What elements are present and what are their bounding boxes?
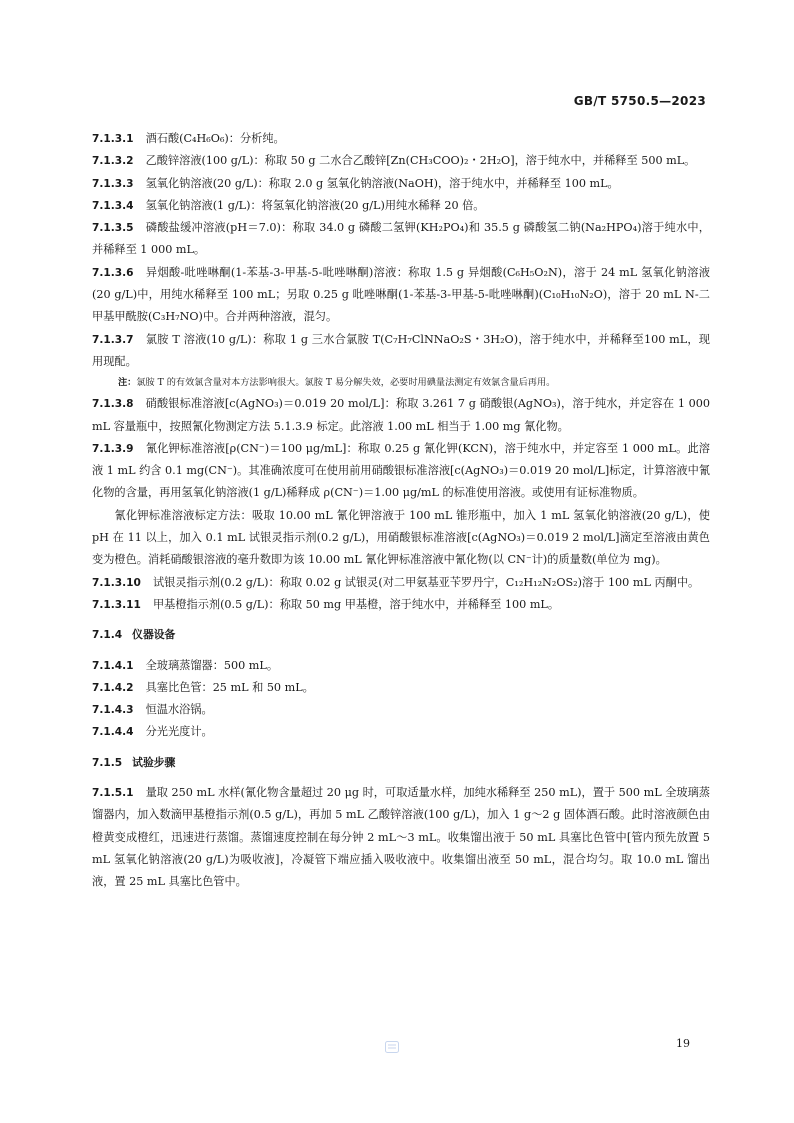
reagent-item: 7.1.3.6 异烟酸-吡唑啉酮(1-苯基-3-甲基-5-吡唑啉酮)溶液：称取 1.5 g 异烟酸(C₆H₅O₂N)，溶于 24 mL 氢氧化钠溶液(20 g/L)中，用纯水稀释至 100 mL；另取 0.25 g 吡唑啉酮(1-苯基-3-甲基-5-吡唑啉酮)(C₁₀H₁₀N₂O)，溶于 20 mL N-二甲基甲酰胺(C₃H₇NO)中。合并两种溶液，混匀。 (92, 265, 710, 324)
note (92, 373, 710, 393)
note-text: 氯胺 T 的有效氯含量对本方法影响很大。氯胺 T 易分解失效，必要时用碘量法测定有效氯含量后再用。 (136, 377, 556, 389)
step-item: 7.1.5.1 量取 250 mL 水样(氰化物含量超过 20 μg 时，可取适量水样，加纯水稀释至 250 mL)，置于 500 mL 全玻璃蒸馏器内，加入数滴甲基橙指示剂(0.5 g/L)，再加 5 mL 乙酸锌溶液(100 g/L)，加入 1 g～2 g 固体酒石酸。此时溶液颜色由橙黄变成橙红，迅速进行蒸馏。蒸馏速度控制在每分钟 2 mL～3 mL。收集馏出液于 50 mL 具塞比色管中[管内预先放置 5 mL 氢氧化钠溶液(20 g/L)为吸收液]，冷凝管下端应插入吸收液中。收集馏出液至 50 mL，混合均匀。取 10.0 mL 馏出液，置 25 mL 具塞比色管中。 (92, 786, 710, 889)
reagent-item: 7.1.3.8 硝酸银标准溶液[c(AgNO₃)＝0.019 20 mol/L]：称取 3.261 7 g 硝酸银(AgNO₃)，溶于纯水，并定容在 1 000 mL 容量瓶中，按照氰化物测定方法 5.1.3.9 标定。此溶液 1.00 mL 相当于 1.00 mg 氰化物。 (92, 397, 710, 433)
instrument-item: 7.1.4.1 全玻璃蒸馏器：500 mL。 (92, 658, 279, 672)
calibration-paragraph: 氰化钾标准溶液标定方法：吸取 10.00 mL 氰化钾溶液于 100 mL 锥形瓶中，加入 1 mL 氢氧化钠溶液(20 g/L)，使 pH 在 11 以上，加入 0.1 mL 试银灵指示剂(0.2 g/L)，用硝酸银标准溶液[c(AgNO₃)＝0.019 2 mol/L]滴定至溶液由黄色变为橙色。消耗硝酸银溶液的毫升数即为该 10.00 mL 氰化钾标准溶液中氰化物(以 CN⁻计)的质量数(单位为 mg)。 (92, 508, 710, 567)
section-heading-steps: 7.1.5 试验步骤 (92, 755, 176, 769)
reagent-item: 7.1.3.9 氰化钾标准溶液[ρ(CN⁻)＝100 μg/mL]：称取 0.25 g 氰化钾(KCN)，溶于纯水中，并定容至 1 000 mL。此溶液 1 mL 约含 0.1 mg(CN⁻)。其准确浓度可在使用前用硝酸银标准溶液[c(AgNO₃)＝0.019 20 mol/L]标定，计算溶液中氰化物的含量，再用氢氧化钠溶液(1 g/L)稀释成 ρ(CN⁻)＝1.00 μg/mL 的标准使用溶液。或使用有证标准物质。 (92, 441, 710, 500)
document-body (92, 128, 710, 894)
reagent-item: 7.1.3.7 氯胺 T 溶液(10 g/L)：称取 1 g 三水合氯胺 T(C₇H₇ClNNaO₂S・3H₂O)，溶于纯水中，并稀释至100 mL，现用现配。 (92, 332, 710, 368)
reagent-item: 7.1.3.4 氢氧化钠溶液(1 g/L)：将氢氧化钠溶液(20 g/L)用纯水稀释 20 倍。 (92, 198, 485, 212)
note-label: 注： (118, 377, 137, 389)
page-header: GB/T 5750.5—2023 (573, 94, 706, 108)
page-number: 19 (676, 1037, 690, 1050)
reagent-item: 7.1.3.3 氢氧化钠溶液(20 g/L)：称取 2.0 g 氢氧化钠溶液(NaOH)，溶于纯水中，并稀释至 100 mL。 (92, 176, 619, 190)
reagent-item: 7.1.3.1 酒石酸(C₄H₆O₆)：分析纯。 (92, 132, 285, 145)
instrument-item: 7.1.4.4 分光光度计。 (92, 725, 213, 739)
reagent-item: 7.1.3.11 甲基橙指示剂(0.5 g/L)：称取 50 mg 甲基橙，溶于纯水中，并稀释至 100 mL。 (92, 597, 560, 611)
instrument-item: 7.1.4.2 具塞比色管：25 mL 和 50 mL。 (92, 680, 314, 694)
watermark-logo-icon (385, 1041, 399, 1053)
instrument-item: 7.1.4.3 恒温水浴锅。 (92, 703, 213, 717)
reagent-item: 7.1.3.10 试银灵指示剂(0.2 g/L)：称取 0.02 g 试银灵(对二甲氨基亚苄罗丹宁，C₁₂H₁₂N₂OS₂)溶于 100 mL 丙酮中。 (92, 575, 700, 589)
section-heading-instruments: 7.1.4 仪器设备 (92, 628, 176, 642)
reagent-item: 7.1.3.2 乙酸锌溶液(100 g/L)：称取 50 g 二水合乙酸锌[Zn(CH₃COO)₂・2H₂O]，溶于纯水中，并稀释至 500 mL。 (92, 154, 696, 168)
reagent-item: 7.1.3.5 磷酸盐缓冲溶液(pH＝7.0)：称取 34.0 g 磷酸二氢钾(KH₂PO₄)和 35.5 g 磷酸氢二钠(Na₂HPO₄)溶于纯水中，并稀释至 1 000 mL。 (92, 221, 710, 257)
